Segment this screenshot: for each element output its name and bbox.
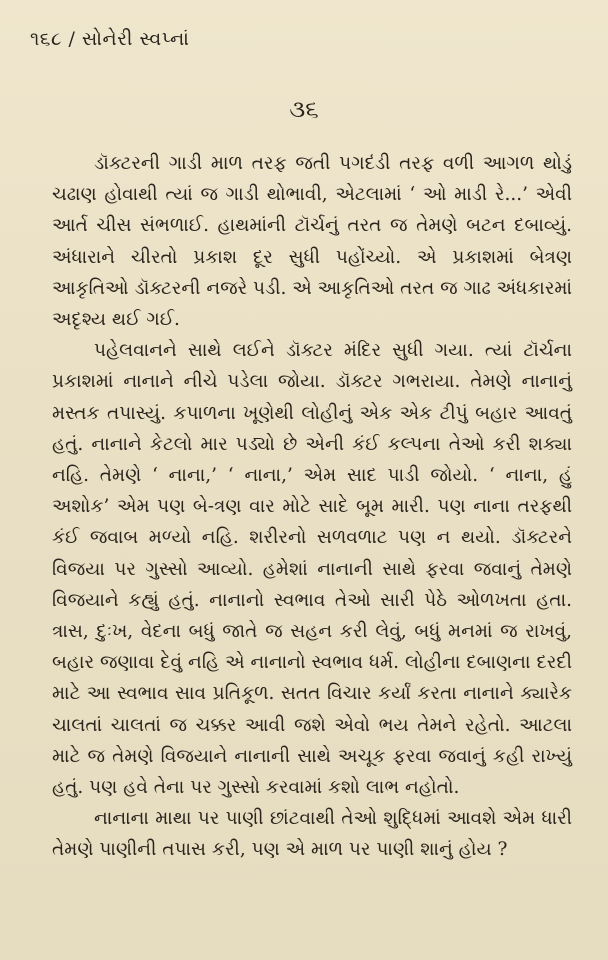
body-text	[52, 148, 572, 866]
paragraph: ડૉક્ટરની ગાડી માળ તરફ જતી પગદંડી તરફ વળી આગળ થોડું ચઢાણ હોવાથી ત્યાં જ ગાડી થોભાવી, એટલામાં ‘ ઓ માડી રે...’ એવી આર્ત ચીસ સંભળાઈ. હાથમાંની ટૉર્ચનું તરત જ તેમણે બટન દબાવ્યું. અંધારાને ચીરતો પ્રકાશ દૂર સુધી પહોંચ્યો. એ પ્રકાશમાં બેત્રણ આકૃતિઓ ડૉક્ટરની નજરે પડી. એ આકૃતિઓ તરત જ ગાઢ અંધકારમાં અદૃશ્ય થઈ ગઈ.	[52, 153, 572, 331]
running-head: ૧૬૮ / સોનેરી સ્વપ્નાં	[30, 28, 190, 50]
paragraph: નાનાના માથા પર પાણી છાંટવાથી તેઓ શુદ્ધિમાં આવશે એમ ધારી તેમણે પાણીની તપાસ કરી, પણ એ માળ પર પાણી શાનું હોય ?	[52, 808, 572, 861]
paragraph: પહેલવાનને સાથે લઈને ડૉક્ટર મંદિર સુધી ગયા. ત્યાં ટૉર્ચના પ્રકાશમાં નાનાને નીચે પડેલા જોયા. ડૉક્ટર ગભરાયા. તેમણે નાનાનું મસ્તક તપાસ્યું. કપાળના ખૂણેથી લોહીનું એક એક ટીપું બહાર આવતું હતું. નાનાને કેટલો માર પડ્યો છે એની કંઈ કલ્પના તેઓ કરી શક્યા નહિ. તેમણે ‘ નાના,’ ‘ નાના,’ એમ સાદ પાડી જોયો. ‘ નાના, હું અશોક’ એમ પણ બે-ત્રણ વાર મોટે સાદે બૂમ મારી. પણ નાના તરફથી કંઈ જવાબ મળ્યો નહિ. શરીરનો સળવળાટ પણ ન થયો. ડૉક્ટરને વિજયા પર ગુસ્સો આવ્યો. હમેશાં નાનાની સાથે ફરવા જવાનું તેમણે વિજયાને કહ્યું હતું. નાનાનો સ્વભાવ તેઓ સારી પેઠે ઓળખતા હતા. ત્રાસ, દુઃખ, વેદના બધું જાતે જ સહન કરી લેવું, બધું મનમાં જ રાખવું, બહાર જણાવા દેવું નહિ એ નાનાનો સ્વભાવ ધર્મ. લોહીના દબાણના દરદી માટે આ સ્વભાવ સાવ પ્રતિકૂળ. સતત વિચાર કર્યાં કરતા નાનાને ક્યારેક ચાલતાં ચાલતાં જ ચક્કર આવી જશે એવો ભય તેમને રહેતો. આટલા માટે જ તેમણે વિજયાને નાનાની સાથે અચૂક ફરવા જવાનું કહી રાખ્યું હતું. પણ હવે તેના પર ગુસ્સો કરવામાં કશો લાભ નહોતો.	[52, 340, 572, 799]
chapter-number: ૩૬	[289, 95, 319, 123]
